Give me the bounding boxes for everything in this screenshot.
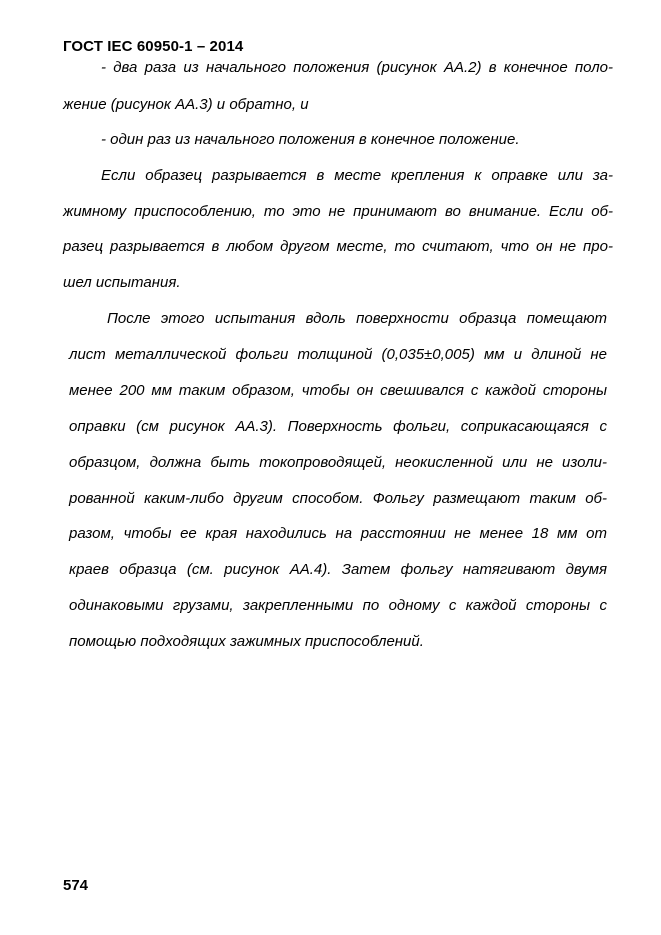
text-line: помощью подходящих зажимных приспособлений. [69, 633, 424, 650]
text-line: После этого испытания вдоль поверхности образца помещают [107, 310, 607, 327]
text-line: одинаковыми грузами, закрепленными по одному с каждой стороны с [69, 597, 607, 614]
text-line: лист металлической фольги толщиной (0,035±0,005) мм и длиной не [69, 346, 607, 363]
text-line: разец разрывается в любом другом месте, то считают, что он не про- [63, 238, 613, 255]
text-line: менее 200 мм таким образом, чтобы он свешивался с каждой стороны [69, 382, 607, 399]
text-line: - два раза из начального положения (рисунок АА.2) в конечное поло- [101, 59, 613, 76]
document-header: ГОСТ IEC 60950-1 – 2014 [63, 38, 244, 55]
page-number: 574 [63, 877, 89, 894]
text-line: краев образца (см. рисунок АА.4). Затем фольгу натягивают двумя [69, 561, 607, 578]
text-line: жение (рисунок АА.3) и обратно, и [63, 96, 309, 113]
text-line: - один раз из начального положения в конечное положение. [101, 131, 520, 148]
text-line: разом, чтобы ее края находились на расстоянии не менее 18 мм от [69, 525, 607, 542]
text-line: Если образец разрывается в месте крепления к оправке или за- [101, 167, 613, 184]
text-line: оправки (см рисунок АА.3). Поверхность фольги, соприкасающаяся с [69, 418, 607, 435]
text-line: рованной каким-либо другим способом. Фольгу размещают таким об- [69, 490, 607, 507]
text-line: жимному приспособлению, то это не принимают во внимание. Если об- [63, 203, 613, 220]
text-line: шел испытания. [63, 274, 181, 291]
text-line: образцом, должна быть токопроводящей, неокисленной или не изоли- [69, 454, 607, 471]
